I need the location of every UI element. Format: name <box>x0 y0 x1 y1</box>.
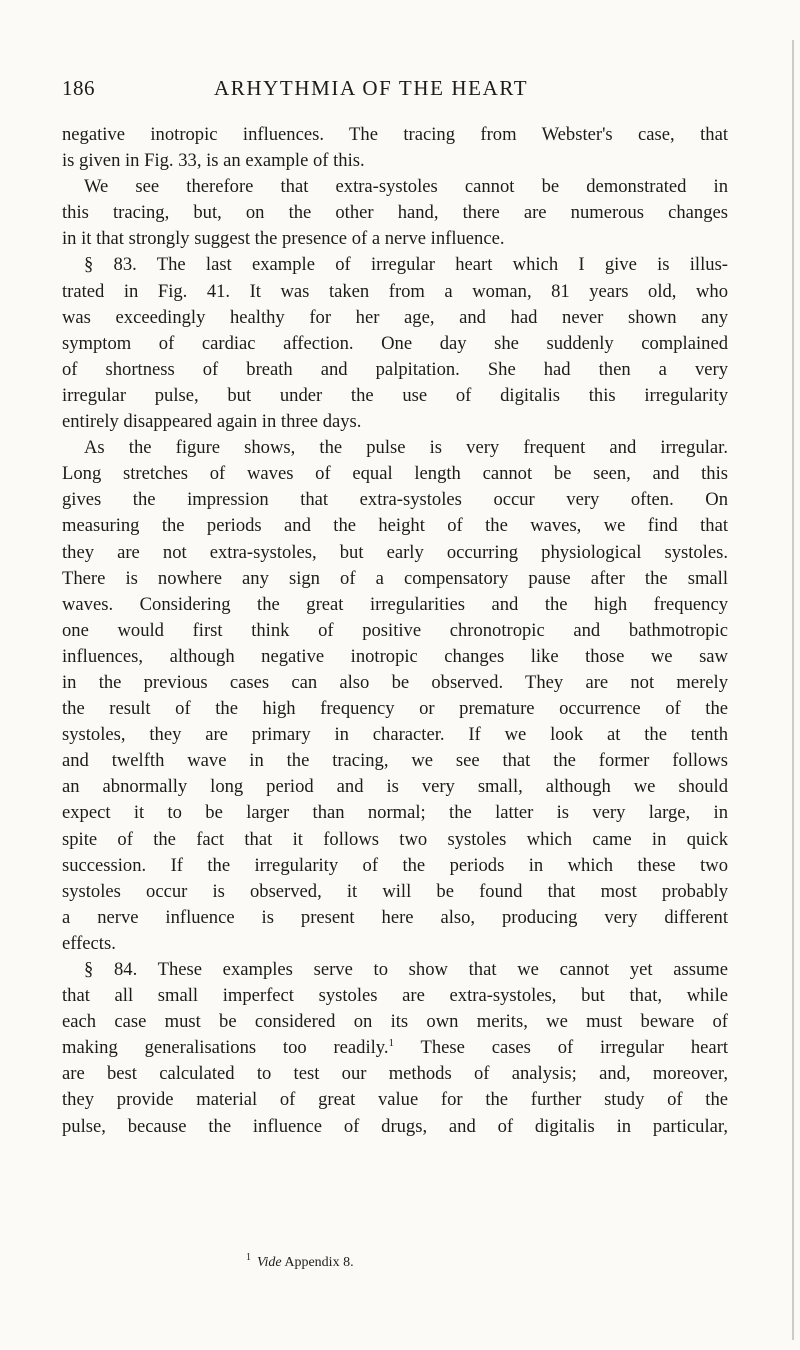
text-line <box>62 252 728 278</box>
line-text: the result of the high frequency or premature occurrence of the <box>62 698 728 720</box>
text-line <box>62 774 728 800</box>
line-text: in it that strongly suggest the presence of a nerve influence. <box>62 228 505 250</box>
text-line <box>62 905 728 931</box>
line-text: that all small imperfect systoles are extra-systoles, but that, while <box>62 985 728 1007</box>
text-line <box>62 644 728 670</box>
line-text: they provide material of great value for the further study of the <box>62 1089 728 1111</box>
text-line <box>62 305 728 331</box>
text-line <box>62 1087 728 1113</box>
text-line <box>62 200 728 226</box>
line-text: was exceedingly healthy for her age, and had never shown any <box>62 306 728 328</box>
text-line <box>62 592 728 618</box>
line-text: one would first think of positive chronotropic and bathmotropic <box>62 619 728 641</box>
text-line <box>62 513 728 539</box>
text-line <box>62 957 728 983</box>
footnote-text: Appendix 8. <box>281 1255 354 1270</box>
line-text: symptom of cardiac affection. One day she suddenly complained <box>62 332 728 354</box>
page-edge-shadow <box>792 40 794 1340</box>
line-text: effects. <box>62 932 116 954</box>
text-line <box>62 879 728 905</box>
line-text: this tracing, but, on the other hand, there are numerous changes <box>62 202 728 224</box>
line-text: spite of the fact that it follows two systoles which came in quick <box>62 828 728 850</box>
footnote-reference: 1 <box>388 1037 395 1050</box>
line-text: measuring the periods and the height of the waves, we find that <box>62 515 728 537</box>
text-line <box>62 1009 728 1035</box>
line-text: making generalisations too readily. <box>62 1037 389 1059</box>
text-line <box>62 566 728 592</box>
text-line <box>62 722 728 748</box>
text-line <box>62 148 728 174</box>
text-line <box>62 696 728 722</box>
body-text <box>62 122 728 1140</box>
page-header <box>62 76 728 106</box>
text-line <box>62 1114 728 1140</box>
text-line <box>62 670 728 696</box>
text-line <box>62 409 728 435</box>
text-line <box>62 827 728 853</box>
text-line <box>62 357 728 383</box>
line-text: trated in Fig. 41. It was taken from a woman, 81 years old, who <box>62 280 728 302</box>
line-text: they are not extra-systoles, but early occurring physiological systoles. <box>62 541 728 563</box>
text-line <box>62 226 728 252</box>
text-line <box>62 853 728 879</box>
line-text: gives the impression that extra-systoles occur very often. On <box>62 489 728 511</box>
line-text: § 84. These examples serve to show that we cannot yet assume <box>84 959 728 980</box>
text-line <box>62 461 728 487</box>
line-text: expect it to be larger than normal; the latter is very large, in <box>62 802 728 824</box>
line-text: are best calculated to test our methods of analysis; and, moreover, <box>62 1063 728 1085</box>
text-line <box>62 748 728 774</box>
line-text: and twelfth wave in the tracing, we see that the former follows <box>62 750 728 772</box>
line-text: waves. Considering the great irregularities and the high frequency <box>62 593 728 615</box>
line-text: influences, although negative inotropic changes like those we saw <box>62 645 728 667</box>
line-text: in the previous cases can also be observed. They are not merely <box>62 671 728 693</box>
text-line <box>62 983 728 1009</box>
footnote-mark: 1 <box>246 1252 251 1264</box>
line-text: As the figure shows, the pulse is very frequent and irregular. <box>84 437 728 459</box>
line-text: a nerve influence is present here also, producing very different <box>62 906 728 928</box>
line-text: § 83. The last example of irregular heart which I give is illus- <box>84 254 728 276</box>
line-text: entirely disappeared again in three days. <box>62 411 362 433</box>
text-line <box>62 800 728 826</box>
line-text: There is nowhere any sign of a compensatory pause after the small <box>62 567 728 589</box>
line-text: an abnormally long period and is very small, although we should <box>62 776 728 798</box>
line-text: systoles, they are primary in character. If we look at the tenth <box>62 724 728 746</box>
line-text: We see therefore that extra-systoles cannot be demonstrated in <box>84 176 728 198</box>
text-line <box>62 331 728 357</box>
text-line <box>62 122 728 148</box>
line-text: negative inotropic influences. The tracing from Webster's case, that <box>62 124 728 145</box>
line-text: succession. If the irregularity of the periods in which these two <box>62 854 728 876</box>
text-line <box>62 618 728 644</box>
text-line <box>62 279 728 305</box>
line-text: Long stretches of waves of equal length cannot be seen, and this <box>62 463 728 485</box>
text-line <box>62 435 728 461</box>
footnote-vide: Vide <box>257 1255 282 1270</box>
running-title: ARHYTHMIA OF THE HEART <box>214 76 529 100</box>
text-line <box>62 383 728 409</box>
text-line <box>62 540 728 566</box>
line-text: systoles occur is observed, it will be found that most probably <box>62 880 728 902</box>
line-text: each case must be considered on its own merits, we must beware of <box>62 1011 728 1033</box>
footnote <box>246 1252 354 1271</box>
text-line <box>62 931 728 957</box>
line-text: pulse, because the influence of drugs, and of digitalis in particular, <box>62 1115 728 1137</box>
line-text: of shortness of breath and palpitation. She had then a very <box>62 358 728 380</box>
page-number: 186 <box>62 76 95 100</box>
line-text: is given in Fig. 33, is an example of this. <box>62 150 365 172</box>
text-line <box>62 1061 728 1087</box>
line-text-continued: These cases of irregular heart <box>394 1037 728 1059</box>
line-text: irregular pulse, but under the use of digitalis this irregularity <box>62 384 728 406</box>
text-line <box>62 174 728 200</box>
text-line <box>62 487 728 513</box>
text-line <box>62 1035 728 1061</box>
